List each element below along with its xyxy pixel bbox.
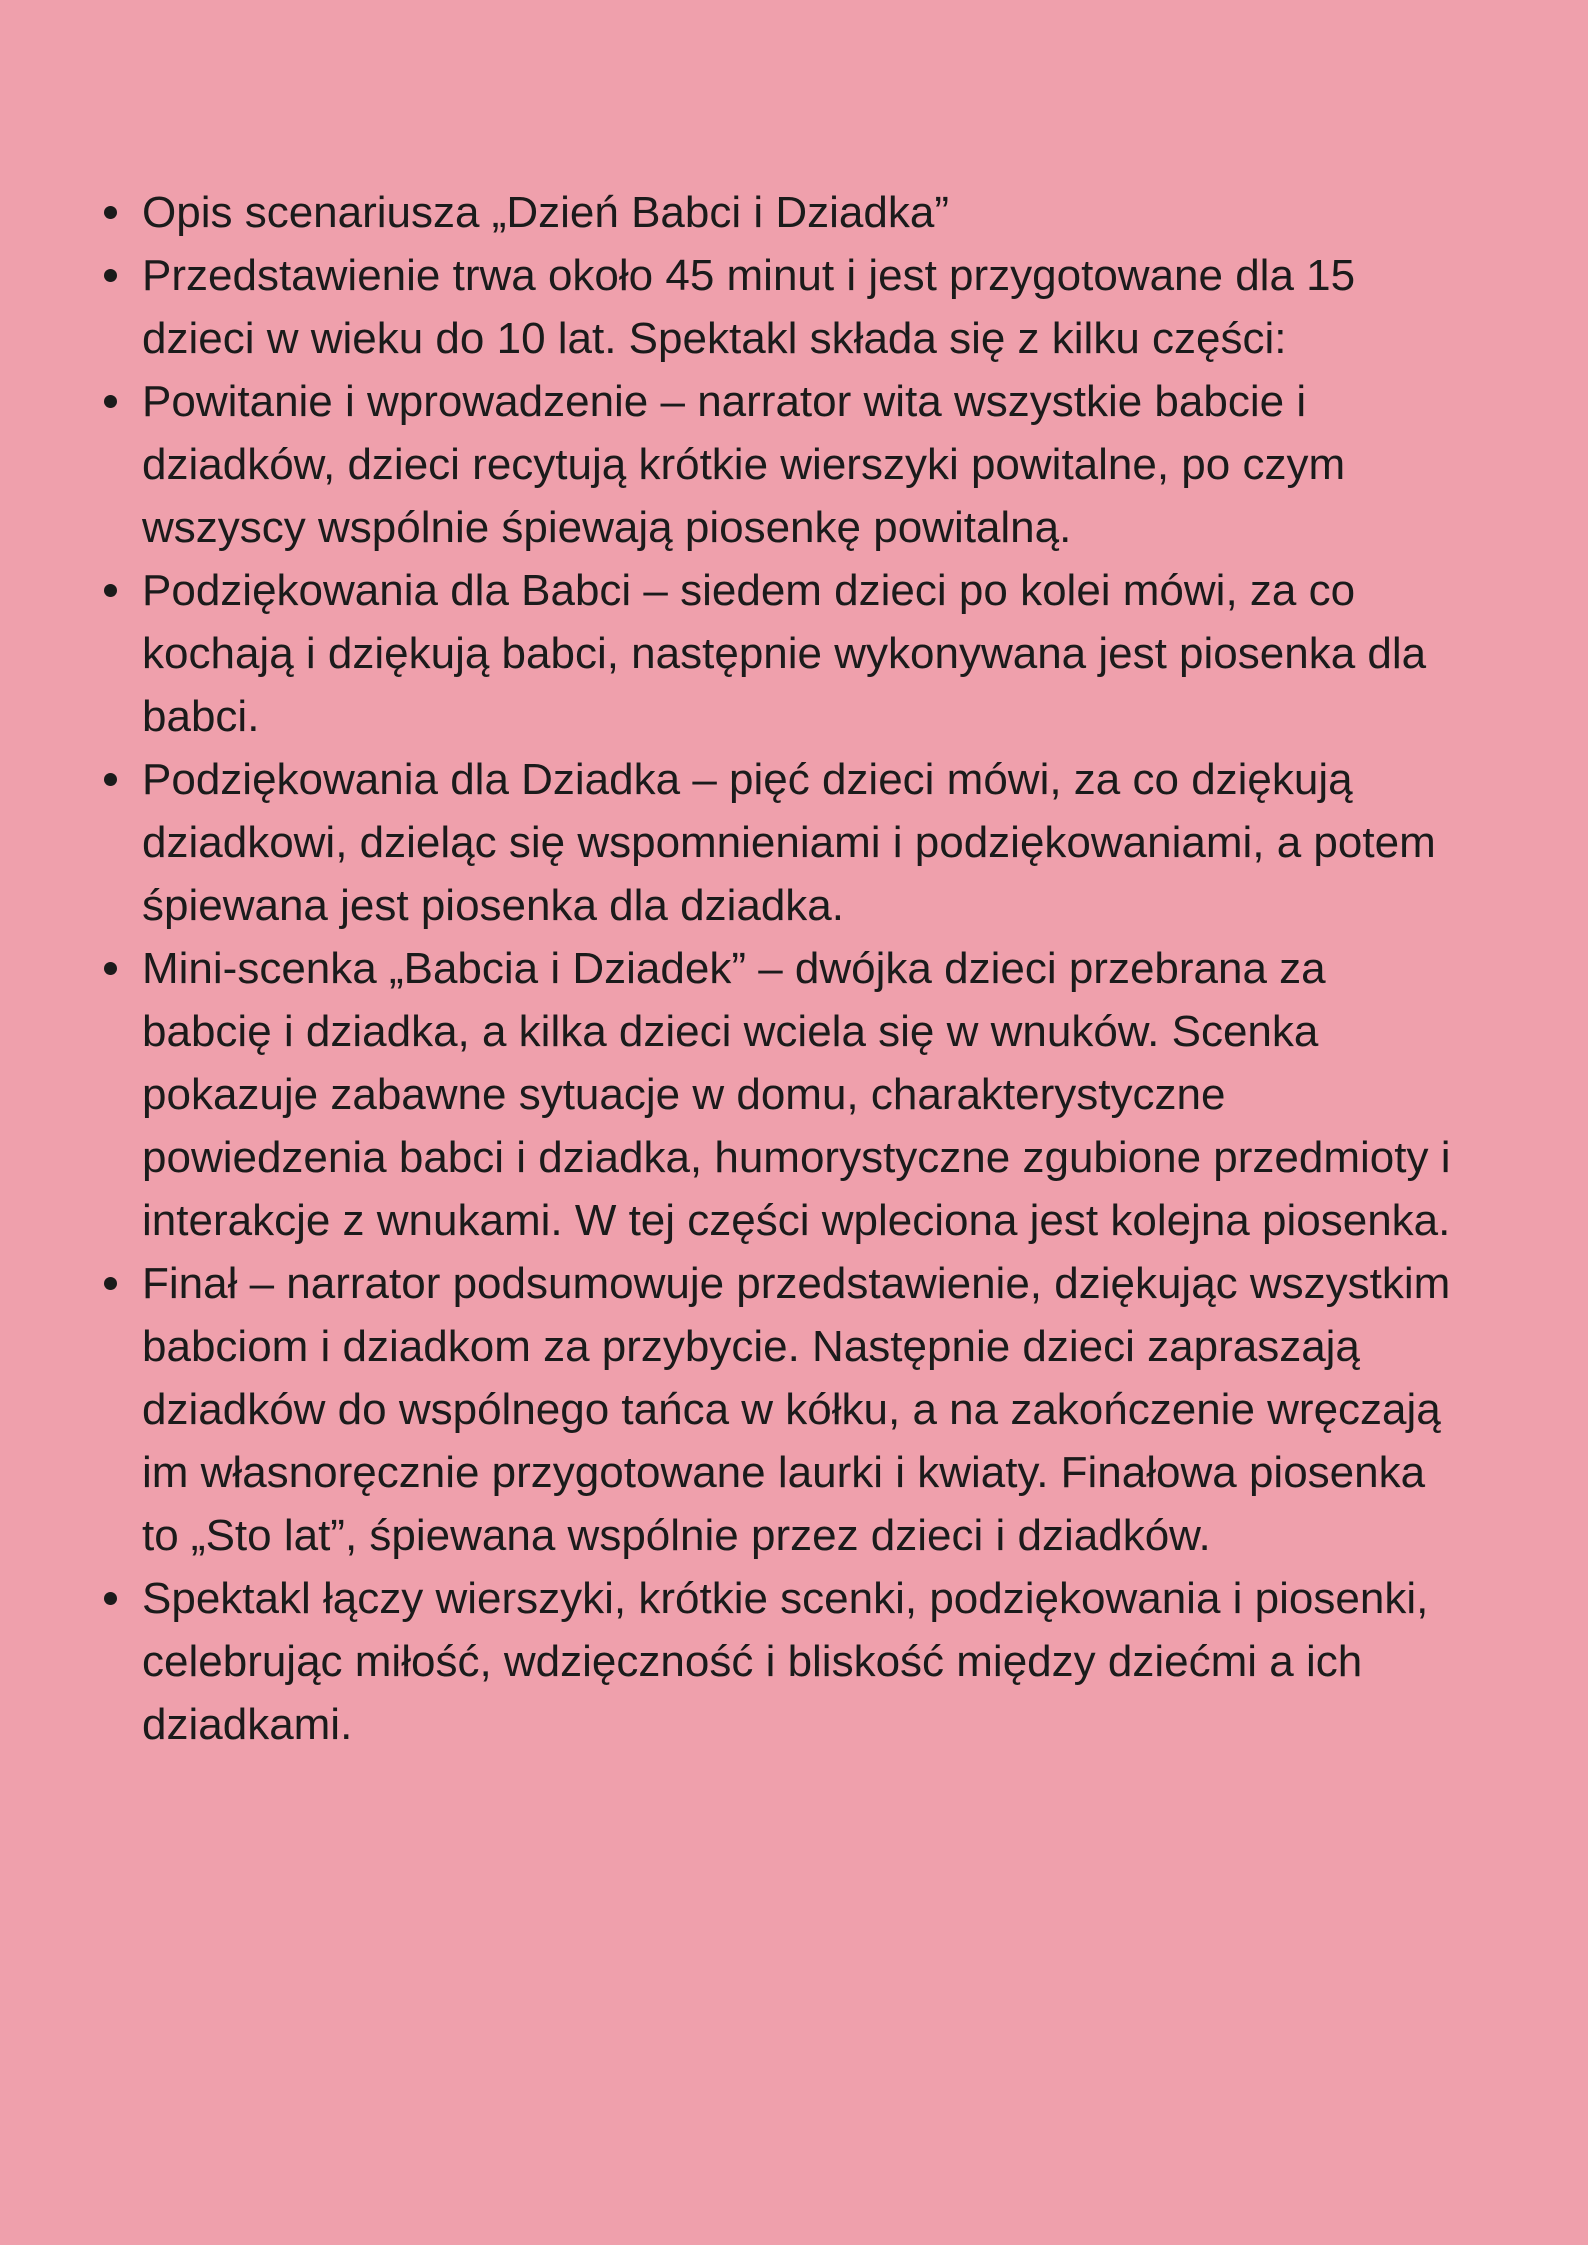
- bullet-icon: [104, 773, 117, 786]
- bullet-icon: [104, 962, 117, 975]
- list-item-text: Opis scenariusza „Dzień Babci i Dziadka”: [142, 188, 949, 237]
- bullet-icon: [104, 1277, 117, 1290]
- list-item-text: Podziękowania dla Dziadka – pięć dzieci mówi, za co dziękują dziadkowi, dzieląc się wspomnieniami i podziękowaniami, a potem śpiewana jest piosenka dla dziadka.: [142, 755, 1436, 930]
- list-item: [104, 1567, 1462, 1756]
- bullet-icon: [104, 395, 117, 408]
- bullet-icon: [104, 1592, 117, 1605]
- bullet-icon: [104, 206, 117, 219]
- list-item: [104, 181, 1462, 244]
- list-item: [104, 937, 1462, 1252]
- list-item-text: Finał – narrator podsumowuje przedstawienie, dziękując wszystkim babciom i dziadkom za przybycie. Następnie dzieci zapraszają dziadków do wspólnego tańca w kółku, a na zakończenie wręczają im własnoręcznie przygotowane laurki i kwiaty. Finałowa piosenka to „Sto lat”, śpiewana wspólnie przez dzieci i dziadków.: [142, 1259, 1451, 1560]
- list-item: [104, 370, 1462, 559]
- list-item: [104, 559, 1462, 748]
- list-item-text: Przedstawienie trwa około 45 minut i jest przygotowane dla 15 dzieci w wieku do 10 lat. Spektakl składa się z kilku części:: [142, 251, 1356, 363]
- bullet-icon: [104, 584, 117, 597]
- list-item-text: Spektakl łączy wierszyki, krótkie scenki, podziękowania i piosenki, celebrując miłość, wdzięczność i bliskość między dziećmi a ich dziadkami.: [142, 1574, 1429, 1749]
- list-item-text: Powitanie i wprowadzenie – narrator wita wszystkie babcie i dziadków, dzieci recytują krótkie wierszyki powitalne, po czym wszyscy wspólnie śpiewają piosenkę powitalną.: [142, 377, 1346, 552]
- list-item: [104, 748, 1462, 937]
- list-item-text: Mini-scenka „Babcia i Dziadek” – dwójka dzieci przebrana za babcię i dziadka, a kilka dzieci wciela się w wnuków. Scenka pokazuje zabawne sytuacje w domu, charakterystyczne powiedzenia babci i dziadka, humorystyczne zgubione przedmioty i interakcje z wnukami. W tej części wpleciona jest kolejna piosenka.: [142, 944, 1451, 1245]
- list-item: [104, 1252, 1462, 1567]
- bullet-icon: [104, 269, 117, 282]
- list-item-text: Podziękowania dla Babci – siedem dzieci po kolei mówi, za co kochają i dziękują babci, następnie wykonywana jest piosenka dla babci.: [142, 566, 1427, 741]
- bullet-list: [104, 181, 1462, 1756]
- list-item: [104, 244, 1462, 370]
